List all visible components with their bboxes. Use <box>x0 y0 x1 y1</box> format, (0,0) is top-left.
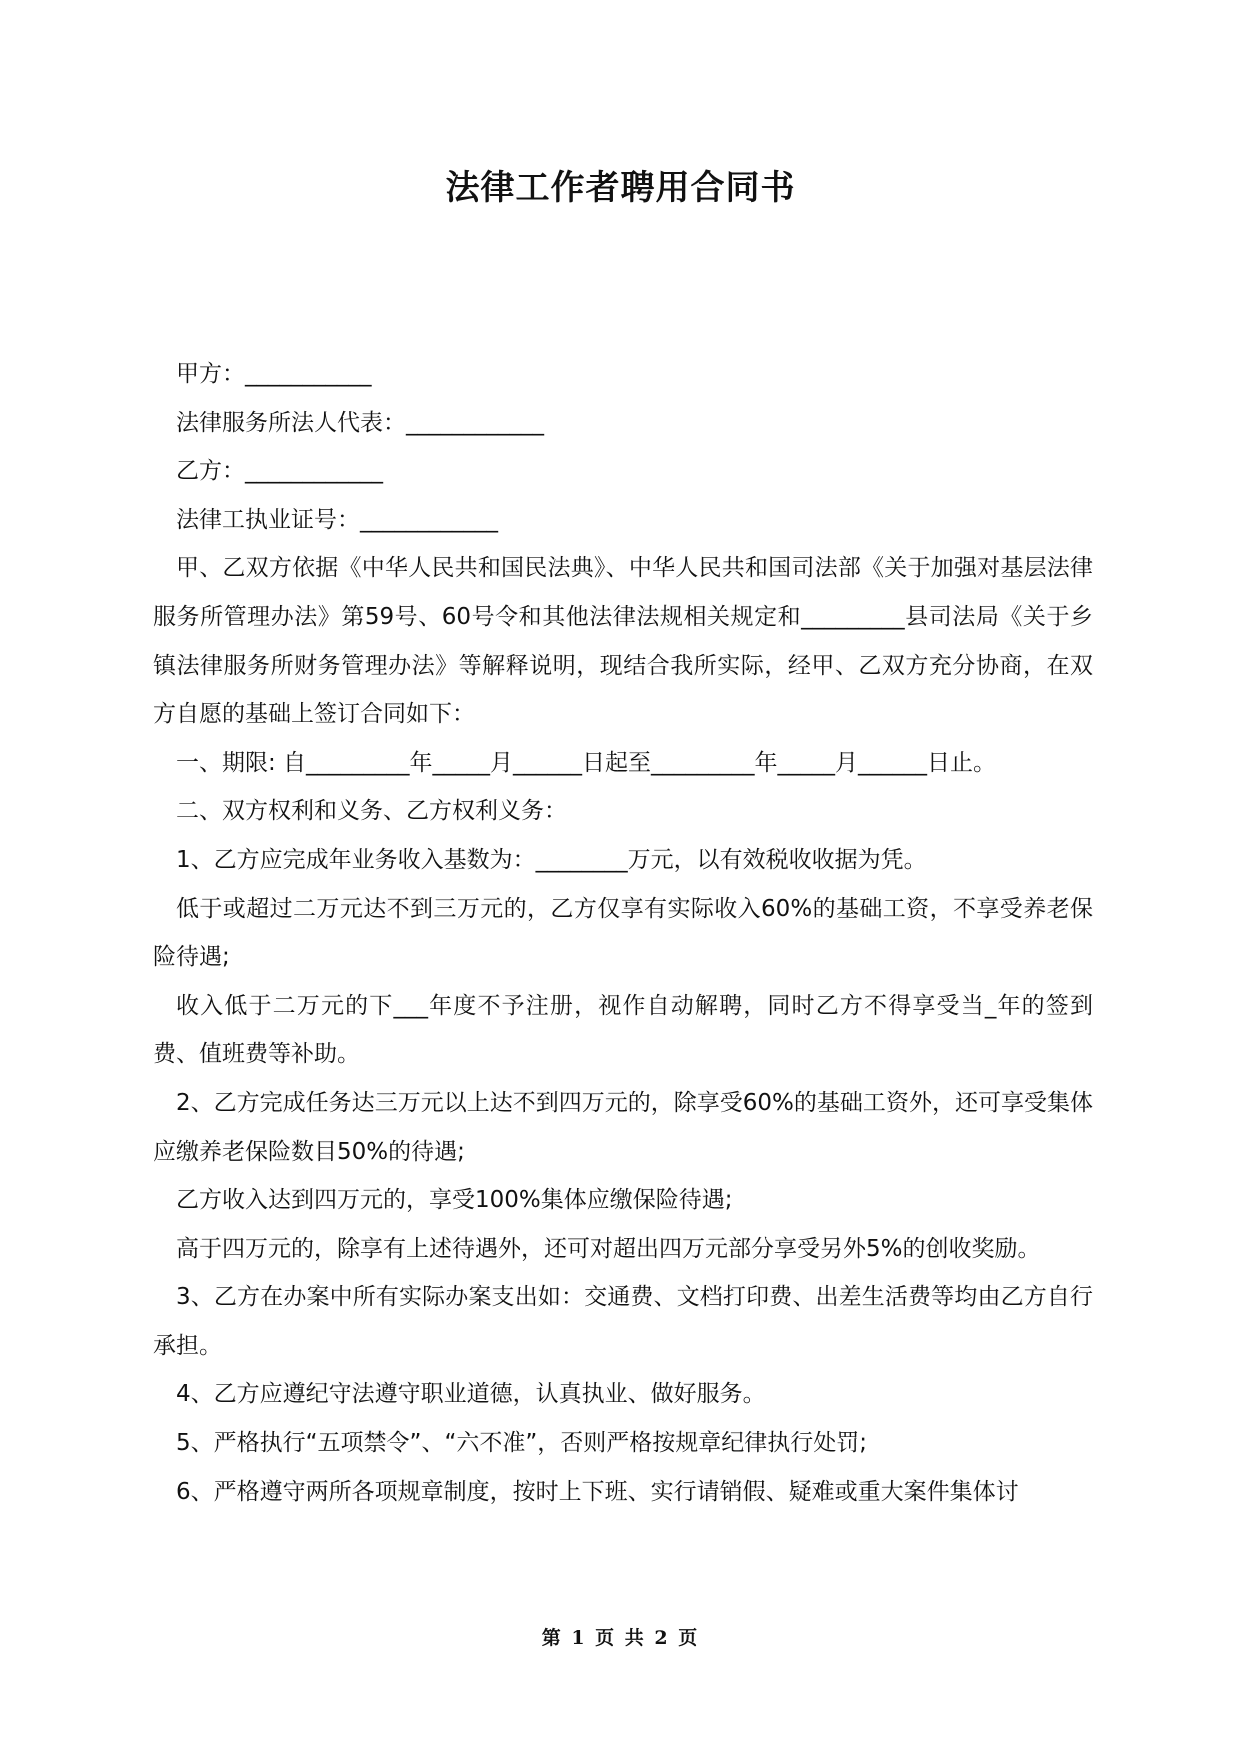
page-number-footer: 第 1 页 共 2 页 <box>541 1627 700 1649</box>
clause-5: 5、严格执行“五项禁令”、“六不准”，否则严格按规章纪律执行处罚; <box>176 1430 868 1457</box>
document-body <box>153 350 1093 1516</box>
clause-2: 2、乙方完成任务达三万元以上达不到四万元的，除享受60%的基础工资外，还可享受集体应缴养老保险数目50%的待遇; <box>153 1089 1093 1165</box>
preamble-paragraph: 甲、乙双方依据《中华人民共和国民法典》、中华人民共和国司法部《关于加强对基层法律服务所管理办法》第59号、60号令和其他法律法规相关规定和_________县司法局《关于乡镇法律服务所财务管理办法》等解释说明，现结合我所实际，经甲、乙双方充分协商，在双方自愿的基础上签订合同如下： <box>153 555 1093 728</box>
legal-representative-line: 法律服务所法人代表：____________ <box>176 409 544 436</box>
document-title: 法律工作者聘用合同书 <box>445 168 796 208</box>
party-a-line: 甲方：___________ <box>176 361 372 387</box>
term-clause: 一、期限: 自_________年_____月______日起至_________年_____月______日止。 <box>176 749 997 776</box>
license-number-line: 法律工执业证号：____________ <box>176 506 498 533</box>
clause-6: 6、严格遵守两所各项规章制度，按时上下班、实行请销假、疑难或重大案件集体讨 <box>176 1478 1019 1505</box>
clause-2-detail-b: 高于四万元的，除享有上述待遇外，还可对超出四万元部分享受另外5%的创收奖励。 <box>176 1235 1041 1262</box>
clause-1-detail-b: 收入低于二万元的下___年度不予注册，视作自动解聘，同时乙方不得享受当_年的签到费、值班费等补助。 <box>153 992 1093 1068</box>
party-b-line: 乙方：____________ <box>176 458 383 485</box>
clause-1-detail-a: 低于或超过二万元达不到三万元的，乙方仅享有实际收入60%的基础工资，不享受养老保险待遇; <box>153 895 1093 971</box>
clause-2-detail-a: 乙方收入达到四万元的，享受100%集体应缴保险待遇; <box>176 1187 733 1214</box>
clause-1: 1、乙方应完成年业务收入基数为：________万元，以有效税收收据为凭。 <box>176 846 927 873</box>
rights-obligations-heading: 二、双方权利和义务、乙方权利义务： <box>176 798 567 825</box>
clause-3: 3、乙方在办案中所有实际办案支出如：交通费、文档打印费、出差生活费等均由乙方自行承担。 <box>153 1284 1093 1359</box>
clause-4: 4、乙方应遵纪守法遵守职业道德，认真执业、做好服务。 <box>176 1381 766 1408</box>
